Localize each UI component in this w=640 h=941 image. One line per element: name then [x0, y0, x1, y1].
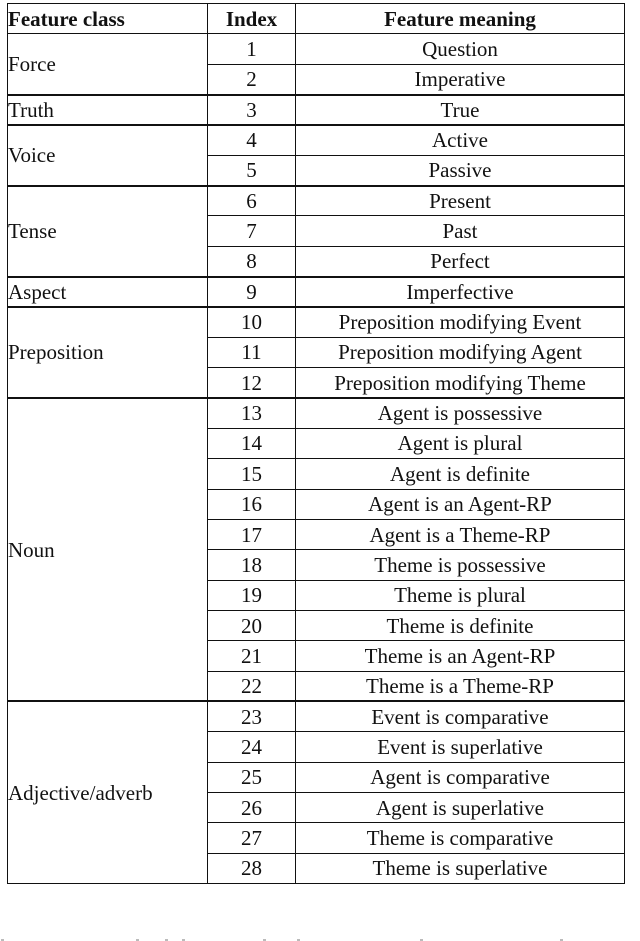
- index-cell: 1: [208, 34, 296, 64]
- feature-meaning-cell: Agent is superlative: [296, 792, 625, 822]
- feature-class-cell: Force: [8, 34, 208, 95]
- table-row: [8, 95, 625, 125]
- header-index: Index: [208, 4, 296, 34]
- table-row: [8, 307, 625, 337]
- index-cell: 23: [208, 701, 296, 731]
- feature-meaning-cell: Active: [296, 125, 625, 155]
- index-cell: 10: [208, 307, 296, 337]
- table-row: [8, 34, 625, 64]
- feature-meaning-cell: Preposition modifying Event: [296, 307, 625, 337]
- table-row: [8, 125, 625, 155]
- feature-meaning-cell: Theme is an Agent-RP: [296, 641, 625, 671]
- feature-meaning-cell: Agent is comparative: [296, 762, 625, 792]
- feature-meaning-cell: Theme is definite: [296, 610, 625, 640]
- index-cell: 5: [208, 155, 296, 185]
- index-cell: 19: [208, 580, 296, 610]
- index-cell: 26: [208, 792, 296, 822]
- feature-class-cell: Aspect: [8, 277, 208, 307]
- index-cell: 27: [208, 823, 296, 853]
- feature-meaning-cell: Preposition modifying Agent: [296, 337, 625, 367]
- feature-class-cell: Noun: [8, 398, 208, 701]
- feature-meaning-cell: Theme is a Theme-RP: [296, 671, 625, 701]
- feature-meaning-cell: Passive: [296, 155, 625, 185]
- feature-meaning-cell: Agent is plural: [296, 428, 625, 458]
- feature-table: [7, 3, 625, 884]
- index-cell: 20: [208, 610, 296, 640]
- feature-meaning-cell: Imperfective: [296, 277, 625, 307]
- index-cell: 7: [208, 216, 296, 246]
- table-body: [8, 34, 625, 884]
- index-cell: 21: [208, 641, 296, 671]
- index-cell: 3: [208, 95, 296, 125]
- feature-meaning-cell: Agent is an Agent-RP: [296, 489, 625, 519]
- index-cell: 6: [208, 186, 296, 216]
- feature-meaning-cell: Question: [296, 34, 625, 64]
- feature-meaning-cell: Past: [296, 216, 625, 246]
- feature-class-cell: Tense: [8, 186, 208, 277]
- feature-meaning-cell: True: [296, 95, 625, 125]
- table-row: [8, 398, 625, 428]
- index-cell: 9: [208, 277, 296, 307]
- feature-meaning-cell: Agent is a Theme-RP: [296, 519, 625, 549]
- index-cell: 14: [208, 428, 296, 458]
- feature-meaning-cell: Theme is superlative: [296, 853, 625, 883]
- feature-class-cell: Truth: [8, 95, 208, 125]
- feature-class-cell: Adjective/adverb: [8, 701, 208, 883]
- index-cell: 22: [208, 671, 296, 701]
- index-cell: 13: [208, 398, 296, 428]
- index-cell: 8: [208, 246, 296, 276]
- feature-meaning-cell: Perfect: [296, 246, 625, 276]
- index-cell: 25: [208, 762, 296, 792]
- feature-meaning-cell: Theme is plural: [296, 580, 625, 610]
- index-cell: 24: [208, 732, 296, 762]
- feature-meaning-cell: Theme is comparative: [296, 823, 625, 853]
- feature-meaning-cell: Agent is possessive: [296, 398, 625, 428]
- feature-class-cell: Voice: [8, 125, 208, 186]
- feature-meaning-cell: Event is comparative: [296, 701, 625, 731]
- index-cell: 2: [208, 64, 296, 94]
- table-row: [8, 701, 625, 731]
- table-row: [8, 277, 625, 307]
- index-cell: 16: [208, 489, 296, 519]
- index-cell: 18: [208, 550, 296, 580]
- feature-class-cell: Preposition: [8, 307, 208, 398]
- feature-meaning-cell: Theme is possessive: [296, 550, 625, 580]
- index-cell: 4: [208, 125, 296, 155]
- header-feature-class: Feature class: [8, 4, 208, 34]
- table-row: [8, 186, 625, 216]
- feature-meaning-cell: Event is superlative: [296, 732, 625, 762]
- index-cell: 15: [208, 459, 296, 489]
- index-cell: 17: [208, 519, 296, 549]
- index-cell: 11: [208, 337, 296, 367]
- index-cell: 28: [208, 853, 296, 883]
- header-row: [8, 4, 625, 34]
- feature-meaning-cell: Preposition modifying Theme: [296, 368, 625, 398]
- feature-meaning-cell: Agent is definite: [296, 459, 625, 489]
- feature-meaning-cell: Present: [296, 186, 625, 216]
- header-feature-meaning: Feature meaning: [296, 4, 625, 34]
- feature-meaning-cell: Imperative: [296, 64, 625, 94]
- index-cell: 12: [208, 368, 296, 398]
